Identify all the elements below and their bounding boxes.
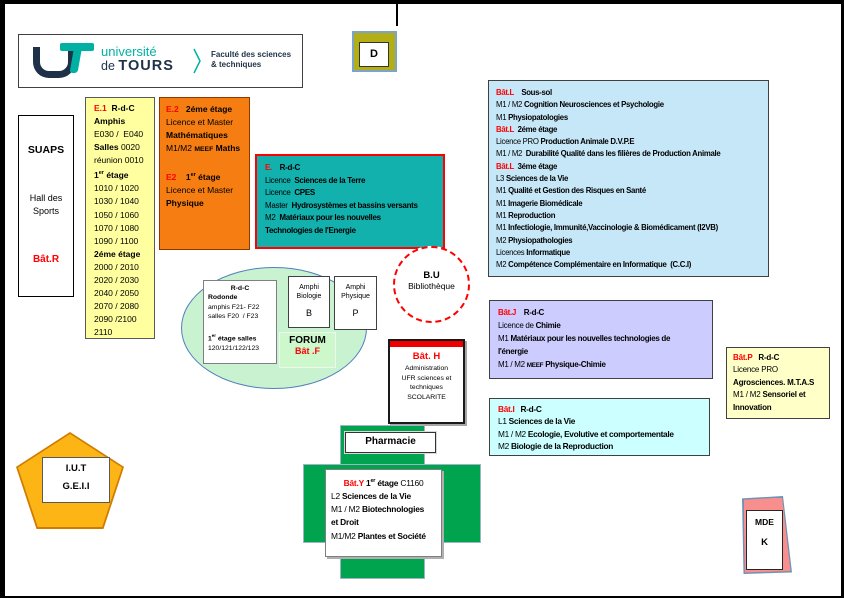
brand-universite: université xyxy=(101,44,157,59)
text-line: E030 / E040 xyxy=(94,129,144,140)
text-line xyxy=(166,156,243,169)
text-line: Licence Sciences de la Terre xyxy=(265,175,366,185)
text-line: E.2 2éme étage xyxy=(166,104,233,114)
text-line: M1/M2 MEEF Maths xyxy=(166,143,241,153)
text-line: 1070 / 1080 xyxy=(94,222,139,233)
text-line: Licence de Chimie xyxy=(498,321,561,330)
text-line: UFR sciences et xyxy=(401,374,452,382)
text-line: 120/121/122/123 xyxy=(208,344,260,352)
text-line: 2110 xyxy=(94,327,113,338)
building-h-title: Bât. H xyxy=(412,351,441,362)
text-line: salles F20 / F23 xyxy=(208,313,259,321)
text-line: et Droit xyxy=(331,517,359,528)
building-j-info xyxy=(489,300,713,379)
text-line: E.1 R-d-C xyxy=(94,103,135,113)
text-line: Licence et Master xyxy=(166,184,234,195)
text-line: E. R-d-C xyxy=(265,163,300,172)
text-line: Rodonde xyxy=(208,294,238,302)
text-line: Master Hydrosystèmes et bassins versants xyxy=(265,200,418,210)
text-line: 2020 / 2030 xyxy=(94,275,139,286)
text-line: 1090 / 1100 xyxy=(94,235,139,246)
text-line: Bât.L Sous-sol xyxy=(496,88,552,97)
text-line: Bât.Y 1er étage C1160 xyxy=(343,477,424,488)
text-line: M1 Imagerie Biomédicale xyxy=(496,198,583,208)
building-e-info xyxy=(255,154,445,249)
pharmacy-label: Pharmacie xyxy=(345,432,436,453)
brand-tours: TOURS xyxy=(118,58,174,74)
text-line: M2 Matériaux pour les nouvelles xyxy=(265,213,381,223)
suaps-hall: Hall des Sports xyxy=(29,193,63,216)
text-line: L3 Sciences de la Vie xyxy=(496,174,569,184)
text-line: M1 / M2 Ecologie, Evolutive et comportementale xyxy=(498,428,674,439)
text-line: M1 / M2 Biotechnologies xyxy=(331,504,425,515)
text-line: Licence PRO Production Animale D.V.P.E xyxy=(496,137,635,147)
text-line: 2000 / 2010 xyxy=(94,261,139,272)
text-line: amphis F21- F22 xyxy=(208,303,260,311)
text-line: Bât.P R-d-C xyxy=(733,353,780,362)
mde-label: MDE K xyxy=(746,510,783,570)
text-line: l'énergie xyxy=(498,347,528,356)
amphi-biologie: Amphi Biologie B xyxy=(288,276,330,328)
text-line: Salles 0020 xyxy=(94,142,140,153)
text-line: Amphis xyxy=(94,116,126,127)
map-border-top xyxy=(0,0,844,4)
text-line: Agrosciences. M.T.A.S xyxy=(733,377,815,387)
text-line: Licence et Master xyxy=(166,117,234,127)
text-line: E2 1er étage xyxy=(166,171,221,182)
building-y-info xyxy=(325,469,442,557)
text-line: 1010 / 1020 xyxy=(94,183,139,194)
suaps-title: SUAPS xyxy=(27,144,65,156)
building-e2-info xyxy=(159,97,250,250)
building-d-marker xyxy=(352,31,397,72)
ut-logo-icon xyxy=(33,42,97,80)
text-line: R-d-C xyxy=(230,285,250,292)
suaps-building xyxy=(18,115,74,297)
building-p-info xyxy=(726,347,830,419)
faculty-name: Faculté des sciences & techniques xyxy=(211,50,292,69)
building-l-info xyxy=(488,80,769,277)
text-line: M1 Infectiologie, Immunité,Vaccinologie & Biomédicament (I2VB) xyxy=(496,223,718,233)
text-line: L2 Sciences de la Vie xyxy=(331,491,411,501)
chevron-separator-icon xyxy=(191,46,203,81)
library-circle xyxy=(393,246,470,323)
text-line: 1050 / 1060 xyxy=(94,209,139,220)
building-d-label: D xyxy=(359,42,389,67)
suaps-bat-label: Bât.R xyxy=(32,254,60,265)
text-line: 2040 / 2050 xyxy=(94,288,139,299)
amphi-physique-letter: P xyxy=(352,308,359,318)
text-line: 1030 / 1040 xyxy=(94,196,139,207)
text-line: M1 Reproduction xyxy=(496,210,556,220)
text-line: M1 Matériaux pour les nouvelles technologies de xyxy=(498,334,671,343)
rodonde-info xyxy=(203,280,277,364)
text-line: 2éme étage xyxy=(94,248,141,259)
text-line: Bât.I R-d-C xyxy=(498,404,542,414)
forum-label: FORUM Bât .F xyxy=(279,332,336,368)
iut-label: I.U.T G.E.I.I xyxy=(42,457,110,503)
text-line: L1 Sciences de la Vie xyxy=(498,416,576,427)
text-line: 1er étage salles xyxy=(208,333,257,343)
text-line: Licences Informatique xyxy=(496,247,570,257)
university-logo xyxy=(18,34,303,88)
text-line: M2 Compétence Complémentaire en Informatique (C.C.I) xyxy=(496,260,692,270)
text-line: SCOLARITE xyxy=(407,393,446,401)
text-line: M1 / M2 MEEF Physique-Chimie xyxy=(498,360,606,369)
building-h-red-strip xyxy=(390,341,463,347)
text-line: M1 / M2 Cognition Neurosciences et Psychologie xyxy=(496,100,664,110)
text-line: M1 Physiopatologies xyxy=(496,112,568,122)
text-line: M1 Qualité et Gestion des Risques en Santé xyxy=(496,186,646,196)
amphi-biologie-letter: B xyxy=(305,308,312,318)
text-line: Bât.J R-d-C xyxy=(498,308,545,317)
text-line: Technologies de l'Energie xyxy=(265,225,356,235)
text-line: M2 Physiopathologies xyxy=(496,235,573,245)
text-line: 2090 /2100 xyxy=(94,314,137,325)
text-line: techniques xyxy=(410,384,443,392)
text-line: Licence PRO xyxy=(733,365,778,375)
library-subtitle: Bibliothèque xyxy=(408,281,455,291)
text-line: Innovation xyxy=(733,402,772,412)
text-line: M1 / M2 Sensoriel et xyxy=(733,390,806,400)
text-line: 1er étage xyxy=(94,170,129,181)
building-i-info xyxy=(489,398,710,456)
brand-text: université de TOURS xyxy=(101,44,174,74)
text-line xyxy=(208,322,272,331)
amphi-physique: Amphi Physique P xyxy=(334,276,377,330)
map-border-left xyxy=(0,0,5,598)
text-line: Licence CPES xyxy=(265,188,315,198)
map-divider-line xyxy=(396,4,398,26)
text-line: Bât.L 2éme étage xyxy=(496,124,558,134)
text-line: 2070 / 2080 xyxy=(94,301,139,312)
text-line: Bât.L 3éme étage xyxy=(496,161,558,171)
text-line: M1 / M2 Durabilité Qualité dans les filières de Production Animale xyxy=(496,149,721,159)
forum-bat-label: Bât .F xyxy=(294,346,320,356)
building-h-info xyxy=(388,339,465,424)
library-title: B.U xyxy=(423,270,440,281)
building-e1-info xyxy=(85,97,155,339)
text-line: Physique xyxy=(166,197,204,208)
text-line: Administration xyxy=(404,365,449,372)
text-line: M1/M2 Plantes et Société xyxy=(331,530,426,541)
text-line: M2 Biologie de la Reproduction xyxy=(498,441,614,452)
text-line: Mathématiques xyxy=(166,130,228,140)
text-line: réunion 0010 xyxy=(94,155,144,166)
